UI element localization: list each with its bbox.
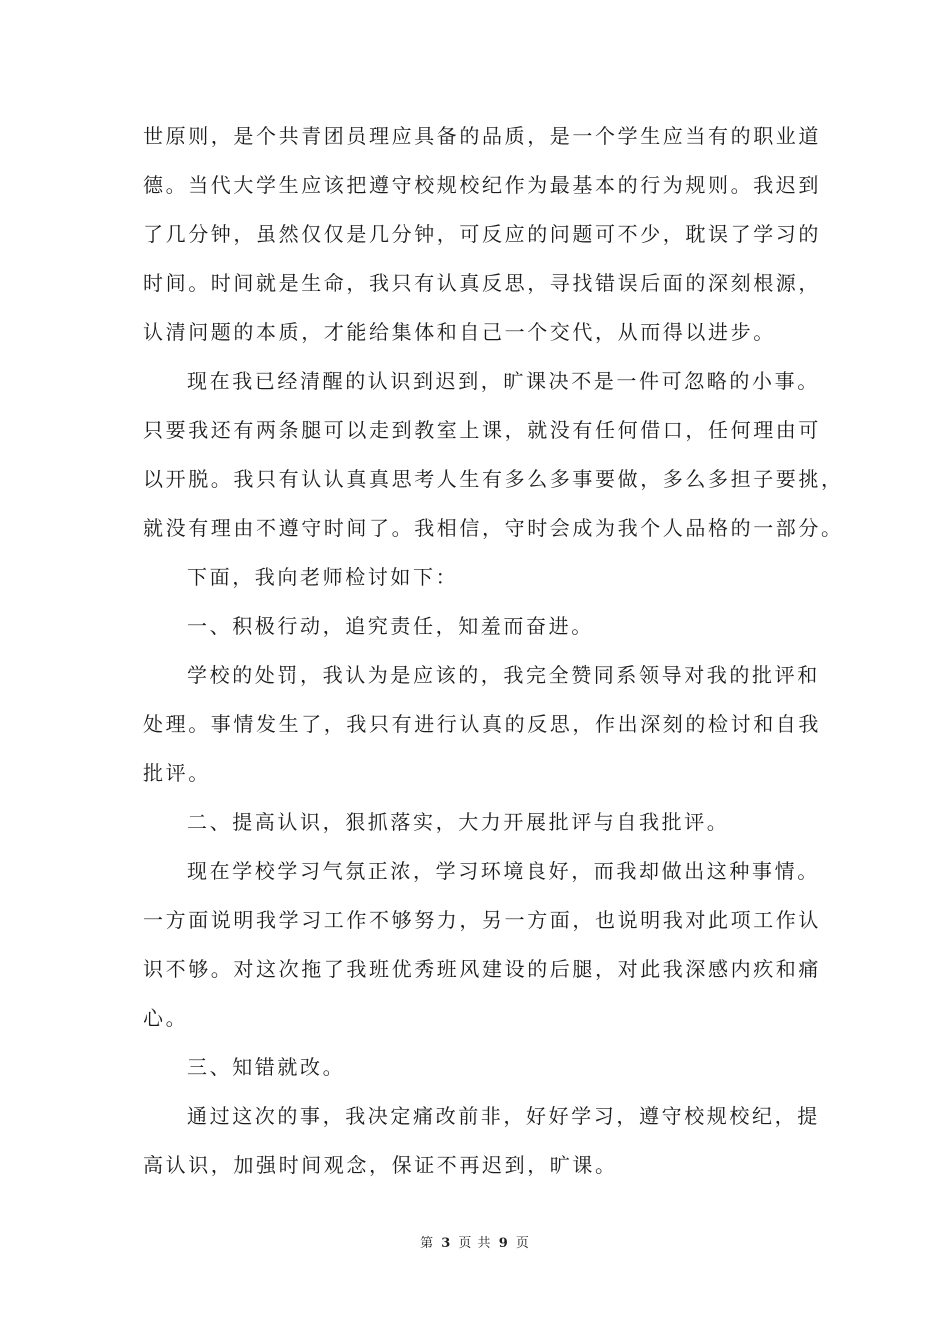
footer-suffix: 页 (515, 1236, 530, 1251)
text-line: 就没有理由不遵守时间了。我相信，守时会成为我个人品格的一部分。 (143, 516, 844, 540)
text-line: 心。 (143, 1006, 189, 1030)
text-line: 三、知错就改。 (187, 1055, 346, 1079)
footer-total-pages: 9 (498, 1236, 509, 1251)
text-line: 下面，我向老师检讨如下： (187, 565, 459, 589)
text-line: 批评。 (143, 761, 211, 785)
text-line: 处理。事情发生了，我只有进行认真的反思，作出深刻的检讨和自我 (143, 712, 821, 736)
text-line: 世原则，是个共青团员理应具备的品质，是一个学生应当有的职业道 (143, 124, 821, 148)
text-line: 只要我还有两条腿可以走到教室上课，就没有任何借口，任何理由可 (143, 418, 821, 442)
document-body (143, 112, 844, 1190)
text-line: 识不够。对这次拖了我班优秀班风建设的后腿，对此我深感内疚和痛 (143, 957, 821, 981)
footer-current-page: 3 (441, 1236, 452, 1251)
text-line: 一方面说明我学习工作不够努力，另一方面，也说明我对此项工作认 (143, 908, 821, 932)
text-line: 学校的处罚，我认为是应该的，我完全赞同系领导对我的批评和 (187, 663, 820, 687)
text-line: 现在学校学习气氛正浓，学习环境良好，而我却做出这种事情。 (187, 859, 820, 883)
text-line: 通过这次的事，我决定痛改前非，好好学习，遵守校规校纪，提 (187, 1104, 820, 1128)
text-line: 现在我已经清醒的认识到迟到，旷课决不是一件可忽略的小事。 (187, 369, 820, 393)
footer-prefix: 第 (420, 1236, 435, 1251)
text-line: 认清问题的本质，才能给集体和自己一个交代，从而得以进步。 (143, 320, 776, 344)
text-line: 以开脱。我只有认认真真思考人生有多么多事要做，多么多担子要挑， (143, 467, 844, 491)
text-line: 二、提高认识，狠抓落实，大力开展批评与自我批评。 (187, 810, 730, 834)
text-line: 了几分钟，虽然仅仅是几分钟，可反应的问题可不少，耽误了学习的 (143, 222, 821, 246)
text-line: 德。当代大学生应该把遵守校规校纪作为最基本的行为规则。我迟到 (143, 173, 821, 197)
text-line: 一、积极行动，追究责任，知羞而奋进。 (187, 614, 594, 638)
text-line: 时间。时间就是生命，我只有认真反思，寻找错误后面的深刻根源， (143, 271, 821, 295)
text-line: 高认识，加强时间观念，保证不再迟到，旷课。 (143, 1153, 618, 1177)
footer-middle: 页 共 (458, 1236, 492, 1251)
page-footer (0, 1232, 950, 1251)
